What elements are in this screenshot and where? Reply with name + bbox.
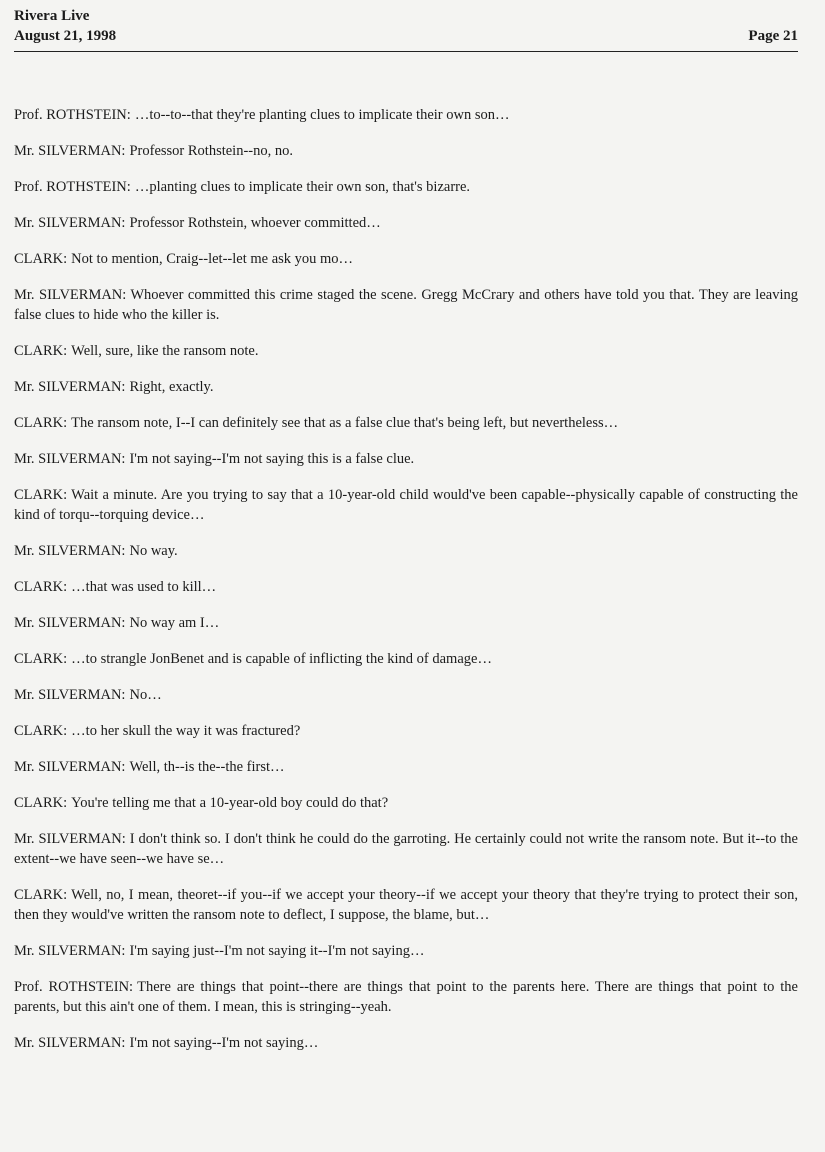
utterance-text: …that was used to kill… (71, 579, 217, 595)
header-rule (14, 51, 798, 52)
utterance-text: Well, no, I mean, theoret--if you--if we accept your theory--if we accept your theory that they're trying to protect their son, then they would've written the ransom note to deflect, I suppose, the blame, but… (14, 887, 798, 923)
transcript-entry (14, 793, 798, 813)
utterance-text: Well, sure, like the ransom note. (71, 343, 259, 359)
utterance-text: …to her skull the way it was fractured? (71, 723, 301, 739)
speaker-label: CLARK: (14, 579, 68, 595)
speaker-label: CLARK: (14, 795, 68, 811)
utterance-text: Well, th--is the--the first… (129, 759, 285, 775)
header-line (14, 26, 798, 46)
utterance-text: …to strangle JonBenet and is capable of inflicting the kind of damage… (71, 651, 492, 667)
show-title: Rivera Live (14, 8, 90, 24)
speaker-label: CLARK: (14, 651, 68, 667)
utterance-text: I'm not saying--I'm not saying this is a false clue. (129, 451, 415, 467)
speaker-label: Mr. SILVERMAN: (14, 615, 126, 631)
transcript-entry (14, 1033, 798, 1053)
transcript-entry (14, 105, 798, 125)
page-number: Page 21 (748, 28, 798, 44)
transcript-entry (14, 721, 798, 741)
speaker-label: CLARK: (14, 415, 68, 431)
utterance-text: No way am I… (129, 615, 220, 631)
speaker-label: Mr. SILVERMAN: (14, 759, 126, 775)
speaker-label: CLARK: (14, 343, 68, 359)
transcript-entry (14, 249, 798, 269)
transcript-entry (14, 649, 798, 669)
speaker-label: CLARK: (14, 723, 68, 739)
utterance-text: Whoever committed this crime staged the scene. Gregg McCrary and others have told you that. They are leaving false clues to hide who the killer is. (14, 287, 798, 323)
speaker-label: Mr. SILVERMAN: (14, 215, 126, 231)
transcript-entry (14, 413, 798, 433)
transcript-entry (14, 941, 798, 961)
speaker-label: Mr. SILVERMAN: (14, 379, 126, 395)
utterance-text: I don't think so. I don't think he could do the garroting. He certainly could not write the ransom note. But it--to the extent--we have seen--we have se… (14, 831, 798, 867)
speaker-label: CLARK: (14, 251, 68, 267)
transcript-entry (14, 577, 798, 597)
speaker-label: Mr. SILVERMAN: (14, 943, 126, 959)
transcript-entry (14, 285, 798, 325)
transcript-entry (14, 885, 798, 925)
speaker-label: CLARK: (14, 887, 68, 903)
transcript-entry (14, 977, 798, 1017)
utterance-text: You're telling me that a 10-year-old boy could do that? (71, 795, 389, 811)
transcript-entry (14, 141, 798, 161)
speaker-label: Prof. ROTHSTEIN: (14, 179, 131, 195)
utterance-text: Professor Rothstein, whoever committed… (129, 215, 381, 231)
speaker-label: Mr. SILVERMAN: (14, 287, 127, 303)
transcript-entry (14, 829, 798, 869)
speaker-label: Mr. SILVERMAN: (14, 831, 126, 847)
speaker-label: Mr. SILVERMAN: (14, 143, 126, 159)
transcript-entry (14, 377, 798, 397)
utterance-text: I'm not saying--I'm not saying… (129, 1035, 319, 1051)
utterance-text: Right, exactly. (129, 379, 214, 395)
speaker-label: Prof. ROTHSTEIN: (14, 979, 134, 995)
utterance-text: There are things that point--there are things that point to the parents here. There are things that point to the parents, but this ain't one of them. I mean, this is stringing--yeah. (14, 979, 798, 1015)
utterance-text: …planting clues to implicate their own son, that's bizarre. (134, 179, 471, 195)
transcript-body (14, 105, 798, 1069)
utterance-text: Not to mention, Craig--let--let me ask you mo… (71, 251, 354, 267)
utterance-text: Wait a minute. Are you trying to say that a 10-year-old child would've been capable--physically capable of constructing the kind of torqu--torquing device… (14, 487, 798, 523)
transcript-entry (14, 177, 798, 197)
speaker-label: Mr. SILVERMAN: (14, 543, 126, 559)
speaker-label: Mr. SILVERMAN: (14, 687, 126, 703)
speaker-label: CLARK: (14, 487, 68, 503)
transcript-entry (14, 449, 798, 469)
transcript-entry (14, 213, 798, 233)
utterance-text: No way. (129, 543, 178, 559)
page-header (14, 6, 798, 46)
transcript-entry (14, 485, 798, 525)
transcript-entry (14, 541, 798, 561)
utterance-text: No… (129, 687, 162, 703)
utterance-text: Professor Rothstein--no, no. (129, 143, 293, 159)
transcript-entry (14, 613, 798, 633)
speaker-label: Mr. SILVERMAN: (14, 451, 126, 467)
transcript-entry (14, 685, 798, 705)
utterance-text: The ransom note, I--I can definitely see that as a false clue that's being left, but nevertheless… (71, 415, 619, 431)
transcript-entry (14, 341, 798, 361)
speaker-label: Prof. ROTHSTEIN: (14, 107, 131, 123)
broadcast-date: August 21, 1998 (14, 28, 117, 44)
utterance-text: I'm saying just--I'm not saying it--I'm not saying… (129, 943, 425, 959)
speaker-label: Mr. SILVERMAN: (14, 1035, 126, 1051)
transcript-entry (14, 757, 798, 777)
utterance-text: …to--to--that they're planting clues to implicate their own son… (134, 107, 510, 123)
